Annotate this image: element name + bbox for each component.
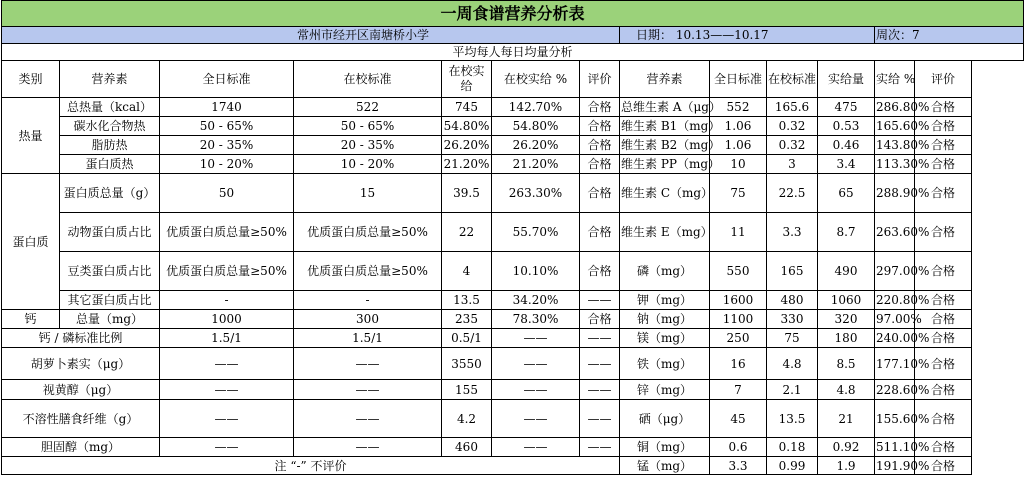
table-cell: 合格 [580, 155, 620, 174]
nutrient-cell: 蛋白质热 [60, 155, 160, 174]
table-cell: 330 [767, 310, 818, 329]
table-cell: 4 [442, 252, 492, 291]
table-cell: —— [294, 380, 442, 400]
table-cell: 合格 [580, 213, 620, 252]
nutrient-cell: 铜（mg） [620, 438, 710, 457]
nutrient-cell: 锰（mg） [620, 457, 710, 475]
table-cell: 合格 [580, 136, 620, 155]
table-title: 一周食谱营养分析表 [2, 1, 1024, 27]
nutrient-cell: 铁（mg） [620, 348, 710, 380]
table-cell: 合格 [580, 310, 620, 329]
table-cell: 0.5/1 [442, 329, 492, 348]
table-cell: 745 [442, 98, 492, 117]
table-cell: 20 - 35% [160, 136, 294, 155]
table-cell: 合格 [915, 380, 972, 400]
table-cell: 合格 [915, 174, 972, 213]
nutrient-cell: 总热量（kcal） [60, 98, 160, 117]
table-cell: 288.90% [875, 174, 915, 213]
table-row [2, 98, 1024, 117]
table-cell: 78.30% [492, 310, 580, 329]
nutrient-cell: 脂肪热 [60, 136, 160, 155]
category-cell: 钙 [2, 310, 60, 329]
header-cell: 实给量 [818, 61, 875, 98]
nutrient-cell: 钙 / 磷标准比例 [2, 329, 160, 348]
table-cell: 13.5 [767, 400, 818, 438]
table-cell: - [294, 291, 442, 310]
table-cell: 1740 [160, 98, 294, 117]
table-cell: 26.20% [492, 136, 580, 155]
table-cell: 34.20% [492, 291, 580, 310]
table-subtitle: 平均每人每日均量分析 [2, 44, 1024, 61]
table-row [2, 329, 1024, 348]
table-cell: 75 [710, 174, 767, 213]
nutrient-cell: 总量（mg） [60, 310, 160, 329]
table-cell: 1000 [160, 310, 294, 329]
table-cell: 300 [294, 310, 442, 329]
date-label: 日期： [636, 28, 673, 42]
table-cell: 合格 [580, 117, 620, 136]
header-cell: 在校标准 [767, 61, 818, 98]
nutrient-cell: 维生素 C（mg） [620, 174, 710, 213]
table-row [2, 155, 1024, 174]
table-cell: 合格 [915, 438, 972, 457]
note-cell: 注 “-” 不评价 [2, 457, 620, 475]
school-name: 常州市经开区南塘桥小学 [2, 27, 620, 44]
nutrient-cell: 碳水化合物热 [60, 117, 160, 136]
table-cell: 10.10% [492, 252, 580, 291]
table-cell: 552 [710, 98, 767, 117]
table-row [2, 380, 1024, 400]
table-cell: 55.70% [492, 213, 580, 252]
table-cell: 1.5/1 [294, 329, 442, 348]
table-cell: —— [580, 400, 620, 438]
table-cell: —— [580, 329, 620, 348]
nutrient-cell: 硒（μg） [620, 400, 710, 438]
table-cell: —— [160, 380, 294, 400]
table-cell: 65 [818, 174, 875, 213]
table-cell: 20 - 35% [294, 136, 442, 155]
table-cell: 297.00% [875, 252, 915, 291]
table-cell: - [160, 291, 294, 310]
table-cell: 263.60% [875, 213, 915, 252]
table-cell: 1.9 [818, 457, 875, 475]
table-cell: 0.99 [767, 457, 818, 475]
table-cell: 0.32 [767, 117, 818, 136]
table-cell: —— [492, 400, 580, 438]
table-cell: 10 [710, 155, 767, 174]
nutrient-cell: 维生素 B1（mg） [620, 117, 710, 136]
table-cell: 7 [710, 380, 767, 400]
table-cell: 50 [160, 174, 294, 213]
nutrition-analysis-table [1, 0, 1024, 475]
table-cell: 0.18 [767, 438, 818, 457]
table-cell: 75 [767, 329, 818, 348]
table-cell: 155 [442, 380, 492, 400]
header-cell: 全日标准 [160, 61, 294, 98]
table-cell: —— [580, 380, 620, 400]
table-row [2, 310, 1024, 329]
table-cell: 合格 [915, 457, 972, 475]
table-cell: 1060 [818, 291, 875, 310]
header-cell: 在校实给 [442, 61, 492, 98]
table-cell: 21.20% [442, 155, 492, 174]
table-cell: —— [294, 400, 442, 438]
nutrient-cell: 维生素 E（mg） [620, 213, 710, 252]
table-cell: 8.7 [818, 213, 875, 252]
table-cell: 475 [818, 98, 875, 117]
nutrient-cell: 磷（mg） [620, 252, 710, 291]
table-row [2, 213, 1024, 252]
table-row [2, 117, 1024, 136]
table-cell: 22 [442, 213, 492, 252]
table-cell: 1.5/1 [160, 329, 294, 348]
table-cell: 191.90% [876, 458, 930, 473]
table-cell: 522 [294, 98, 442, 117]
table-cell: —— [492, 348, 580, 380]
table-cell: 113.30% [875, 155, 915, 174]
table-cell: 15 [294, 174, 442, 213]
table-cell: 250 [710, 329, 767, 348]
table-cell: —— [492, 329, 580, 348]
table-cell: 50 - 65% [294, 117, 442, 136]
table-cell: 22.5 [767, 174, 818, 213]
table-cell: 155.60% [875, 400, 915, 438]
nutrient-cell: 钾（mg） [620, 291, 710, 310]
table-cell: 合格 [915, 213, 972, 252]
table-cell: 286.80% [875, 98, 915, 117]
table-row [2, 457, 1024, 475]
table-cell: 480 [767, 291, 818, 310]
table-cell: 3.3 [710, 457, 767, 475]
header-cell: 全日标准 [710, 61, 767, 98]
nutrient-cell: 蛋白质总量（g） [60, 174, 160, 213]
table-cell: 优质蛋白质总量≥50% [160, 252, 294, 291]
table-cell: 45 [710, 400, 767, 438]
table-cell: 240.00% [875, 329, 915, 348]
table-cell: 1600 [710, 291, 767, 310]
header-row [2, 61, 1024, 98]
nutrient-cell: 维生素 PP（mg） [620, 155, 710, 174]
table-cell: 4.8 [767, 348, 818, 380]
table-cell: 13.5 [442, 291, 492, 310]
table-cell: 165 [767, 252, 818, 291]
table-cell: 优质蛋白质总量≥50% [294, 252, 442, 291]
table-cell: 合格 [915, 136, 972, 155]
table-row [2, 252, 1024, 291]
table-cell: 合格 [915, 155, 972, 174]
table-cell: —— [160, 400, 294, 438]
table-cell: —— [492, 380, 580, 400]
header-cell: 实给 % [875, 61, 915, 98]
table-cell: 合格 [915, 310, 972, 329]
table-cell: 10 - 20% [160, 155, 294, 174]
nutrient-cell: 豆类蛋白质占比 [60, 252, 160, 291]
category-cell: 蛋白质 [2, 174, 60, 310]
table-cell: —— [160, 348, 294, 380]
header-cell: 在校实给 % [492, 61, 580, 98]
date-value: 10.13——10.17 [675, 28, 769, 42]
table-cell: 235 [442, 310, 492, 329]
table-cell: 97.00% [875, 310, 915, 329]
table-cell: 合格 [915, 348, 972, 380]
table-cell: 8.5 [818, 348, 875, 380]
header-cell: 评价 [915, 61, 972, 98]
table-cell: 54.80% [492, 117, 580, 136]
table-cell: 180 [818, 329, 875, 348]
table-cell: 4.8 [818, 380, 875, 400]
nutrient-cell: 视黄醇（μg） [2, 380, 160, 400]
table-cell: 177.10% [875, 348, 915, 380]
table-cell: 合格 [915, 98, 972, 117]
table-cell: 合格 [580, 252, 620, 291]
nutrient-cell: 胡萝卜素实（μg） [2, 348, 160, 380]
table-cell: 320 [818, 310, 875, 329]
nutrient-cell: 维生素 B2（mg） [620, 136, 710, 155]
table-cell: 3.3 [767, 213, 818, 252]
header-cell: 营养素 [620, 61, 710, 98]
table-cell: 26.20% [442, 136, 492, 155]
table-cell: 21 [818, 400, 875, 438]
table-cell: —— [294, 348, 442, 380]
table-cell: 263.30% [492, 174, 580, 213]
table-cell: 490 [818, 252, 875, 291]
table-cell: 511.10% [875, 438, 915, 457]
table-cell: —— [580, 438, 620, 457]
category-cell: 热量 [2, 98, 60, 174]
table-cell: 3550 [442, 348, 492, 380]
table-cell: 合格 [915, 400, 972, 438]
table-cell: 1.06 [710, 117, 767, 136]
nutrient-cell: 其它蛋白质占比 [60, 291, 160, 310]
table-cell: 1100 [710, 310, 767, 329]
nutrient-cell: 动物蛋白质占比 [60, 213, 160, 252]
table-cell: 优质蛋白质总量≥50% [160, 213, 294, 252]
table-cell: 3.4 [818, 155, 875, 174]
table-row [2, 400, 1024, 438]
table-cell: 550 [710, 252, 767, 291]
table-cell: 2.1 [767, 380, 818, 400]
table-cell: 11 [710, 213, 767, 252]
table-cell: 54.80% [442, 117, 492, 136]
table-cell: —— [580, 348, 620, 380]
nutrient-cell: 总维生素 A（μg） [620, 98, 710, 117]
table-cell: 合格 [915, 291, 972, 310]
table-row [2, 174, 1024, 213]
table-cell: 合格 [580, 174, 620, 213]
week-info [875, 27, 1024, 44]
date-info [620, 27, 875, 44]
table-cell: 优质蛋白质总量≥50% [294, 213, 442, 252]
table-cell: 0.6 [710, 438, 767, 457]
table-cell: 0.46 [818, 136, 875, 155]
table-cell: 1.06 [710, 136, 767, 155]
table-cell: 合格 [915, 117, 972, 136]
table-cell: 10 - 20% [294, 155, 442, 174]
table-cell: 39.5 [442, 174, 492, 213]
table-row [2, 348, 1024, 380]
table-cell: 合格 [580, 98, 620, 117]
table-cell: 143.80% [875, 136, 915, 155]
nutrient-cell: 胆固醇（mg） [2, 438, 160, 457]
table-cell: 4.2 [442, 400, 492, 438]
table-cell: 50 - 65% [160, 117, 294, 136]
table-cell: 合格 [915, 329, 972, 348]
header-cell: 评价 [580, 61, 620, 98]
nutrient-cell: 不溶性膳食纤维（g） [2, 400, 160, 438]
header-cell: 营养素 [60, 61, 160, 98]
table-cell: 21.20% [492, 155, 580, 174]
table-cell: 220.80% [875, 291, 915, 310]
nutrient-cell: 镁（mg） [620, 329, 710, 348]
table-cell: 3 [767, 155, 818, 174]
table-cell: 165.6 [767, 98, 818, 117]
table-row [2, 438, 1024, 457]
table-row [2, 291, 1024, 310]
nutrient-cell: 锌（mg） [620, 380, 710, 400]
table-cell: 合格 [915, 252, 972, 291]
table-cell: 142.70% [492, 98, 580, 117]
table-cell: —— [160, 438, 294, 457]
table-cell: —— [580, 291, 620, 310]
week-value: 7 [912, 28, 920, 42]
table-cell: 165.60% [875, 117, 915, 136]
nutrient-cell: 钠（mg） [620, 310, 710, 329]
header-cell: 类别 [2, 61, 60, 98]
week-label: 周次： [876, 28, 913, 42]
table-cell: 460 [442, 438, 492, 457]
table-cell: —— [294, 438, 442, 457]
table-row [2, 136, 1024, 155]
table-cell: 228.60% [875, 380, 915, 400]
table-cell: —— [492, 438, 580, 457]
table-cell: 0.32 [767, 136, 818, 155]
table-cell: 0.92 [818, 438, 875, 457]
table-cell: 0.53 [818, 117, 875, 136]
table-cell: 16 [710, 348, 767, 380]
header-cell: 在校标准 [294, 61, 442, 98]
